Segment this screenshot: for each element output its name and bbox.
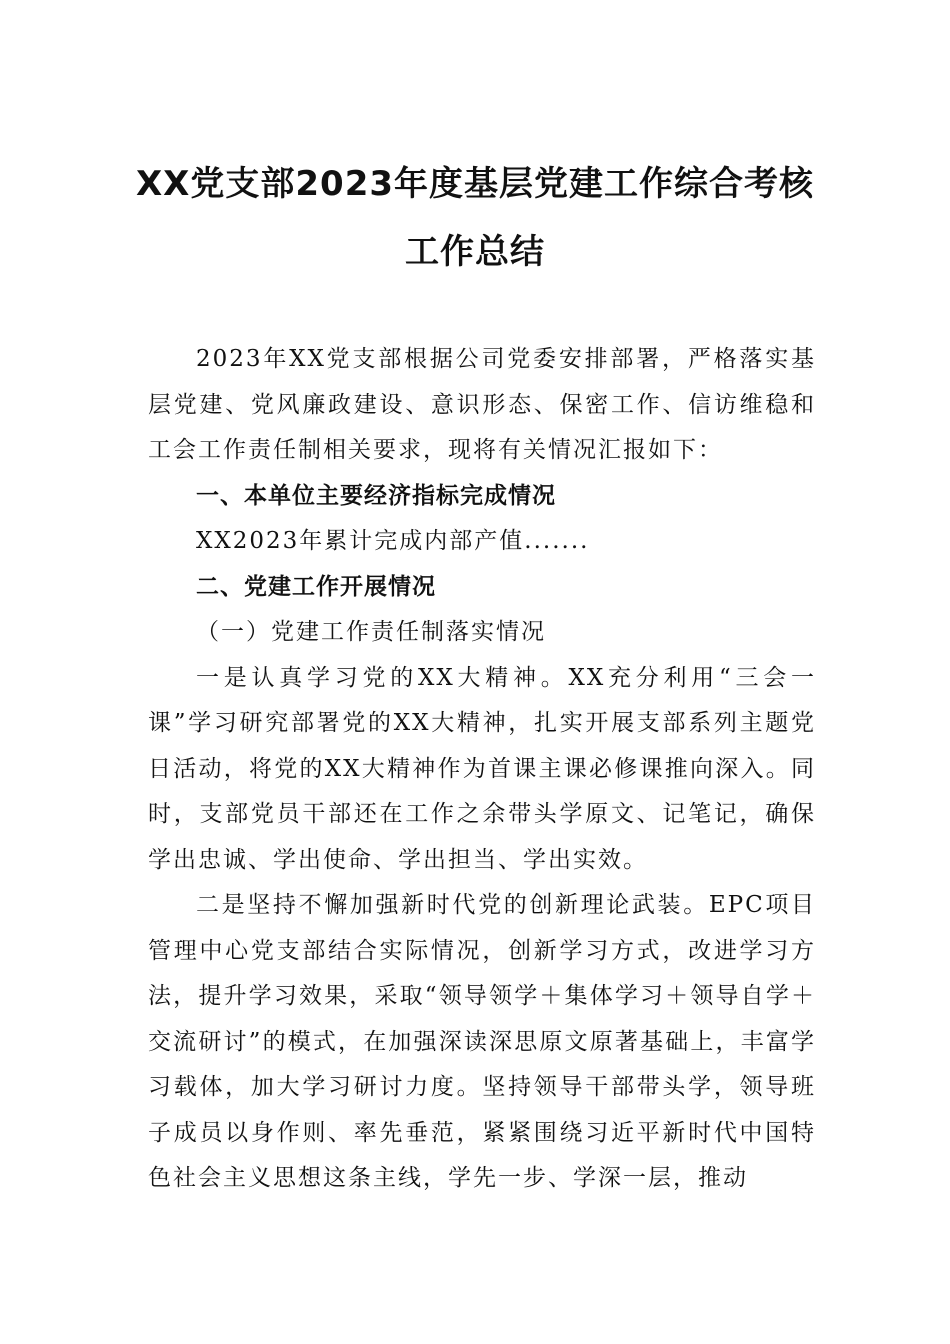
intro-paragraph: 2023年XX党支部根据公司党委安排部署，严格落实基层党建、党风廉政建设、意识形态、保密工作、信访维稳和工会工作责任制相关要求，现将有关情况汇报如下： (148, 346, 816, 463)
point-one-paragraph: 一是认真学习党的XX大精神。XX充分利用“三会一课”学习研究部署党的XX大精神，扎实开展支部系列主题党日活动，将党的XX大精神作为首课主课必修课推向深入。同时，支部党员干部还在工作之余带头学原文、记笔记，确保学出忠诚、学出使命、学出担当、学出实效。 (148, 664, 816, 873)
section-heading-party-building: 二、党建工作开展情况 (196, 573, 436, 600)
section-heading-economic: 一、本单位主要经济指标完成情况 (196, 482, 556, 509)
point-two-paragraph: 二是坚持不懈加强新时代党的创新理论武装。EPC项目管理中心党支部结合实际情况，创新学习方式，改进学习方法，提升学习效果，采取“领导领学＋集体学习＋领导自学＋交流研讨”的模式，在加强深读深思原文原著基础上，丰富学习载体，加大学习研讨力度。坚持领导干部带头学，领导班子成员以身作则、率先垂范，紧紧围绕习近平新时代中国特色社会主义思想这条主线，学先一步、学深一层，推动 (148, 892, 816, 1191)
output-paragraph: XX2023年累计完成内部产值....... (196, 528, 590, 554)
document-body (148, 337, 816, 1202)
subheading-responsibility: （一）党建工作责任制落实情况 (196, 619, 546, 645)
document-title: XX党支部2023年度基层党建工作综合考核工作总结 (135, 164, 815, 272)
